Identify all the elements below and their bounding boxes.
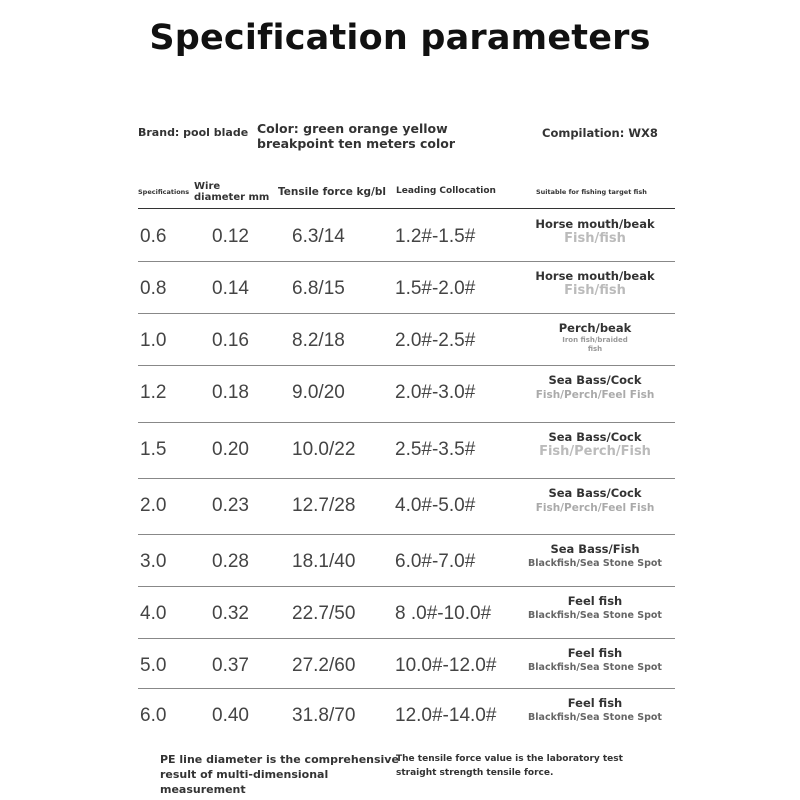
target-fish-cell xyxy=(510,646,680,675)
target-fish-cell xyxy=(510,542,680,571)
header-tensile-force: Tensile force kg/bl xyxy=(278,186,386,198)
target-fish-sub: Blackfish/Sea Stone Spot xyxy=(528,610,662,621)
compilation-label: Compilation: WX8 xyxy=(542,126,658,140)
tensile-cell: 18.1/40 xyxy=(292,551,356,572)
row-divider xyxy=(138,365,675,366)
target-fish-main: Feel fish xyxy=(567,696,623,710)
target-fish-cell xyxy=(510,321,680,354)
tensile-cell: 22.7/50 xyxy=(292,603,356,624)
color-label: Color: green orange yellow breakpoint ten meters color xyxy=(257,121,456,151)
spec-cell: 6.0 xyxy=(140,705,167,726)
row-divider xyxy=(138,638,675,639)
leading-cell: 8 .0#-10.0# xyxy=(395,603,492,624)
spec-cell: 1.5 xyxy=(140,439,167,460)
table-row xyxy=(0,315,800,367)
table-row xyxy=(0,690,800,742)
diameter-cell: 0.14 xyxy=(212,278,249,299)
tensile-cell: 6.8/15 xyxy=(292,278,345,299)
target-fish-main: Sea Bass/Cock xyxy=(548,373,642,387)
target-fish-cell xyxy=(510,269,680,298)
diameter-cell: 0.18 xyxy=(212,382,249,403)
leading-cell: 2.5#-3.5# xyxy=(395,439,476,460)
target-fish-sub: Fish/Perch/Feel Fish xyxy=(535,502,655,514)
spec-cell: 1.0 xyxy=(140,330,167,351)
row-divider xyxy=(138,313,675,314)
row-divider xyxy=(138,534,675,535)
leading-cell: 10.0#-12.0# xyxy=(395,655,497,676)
spec-cell: 4.0 xyxy=(140,603,167,624)
target-fish-main: Sea Bass/Fish xyxy=(550,542,640,556)
target-fish-sub: Iron fish/braided fish xyxy=(562,336,628,353)
target-fish-main: Sea Bass/Cock xyxy=(548,486,642,500)
diameter-cell: 0.20 xyxy=(212,439,249,460)
table-row xyxy=(0,263,800,315)
spec-cell: 5.0 xyxy=(140,655,167,676)
row-divider xyxy=(138,688,675,689)
header-divider xyxy=(138,208,675,209)
tensile-cell: 27.2/60 xyxy=(292,655,356,676)
target-fish-sub: Blackfish/Sea Stone Spot xyxy=(528,712,662,723)
leading-cell: 2.0#-3.0# xyxy=(395,382,476,403)
diameter-cell: 0.37 xyxy=(212,655,249,676)
diameter-cell: 0.28 xyxy=(212,551,249,572)
leading-cell: 1.5#-2.0# xyxy=(395,278,476,299)
tensile-cell: 8.2/18 xyxy=(292,330,345,351)
table-row xyxy=(0,640,800,692)
header-target-fish: Suitable for fishing target fish xyxy=(536,188,647,196)
target-fish-sub: Fish/Perch/Fish xyxy=(539,444,651,459)
tensile-cell: 9.0/20 xyxy=(292,382,345,403)
spec-cell: 0.8 xyxy=(140,278,167,299)
spec-cell: 1.2 xyxy=(140,382,167,403)
leading-cell: 4.0#-5.0# xyxy=(395,495,476,516)
target-fish-sub: Fish/fish xyxy=(564,283,626,298)
target-fish-cell xyxy=(510,430,680,459)
target-fish-cell xyxy=(510,696,680,725)
page-title: Specification parameters xyxy=(149,18,651,58)
leading-cell: 12.0#-14.0# xyxy=(395,705,497,726)
target-fish-main: Feel fish xyxy=(567,646,623,660)
brand-label: Brand: pool blade xyxy=(138,126,249,139)
target-fish-cell xyxy=(510,486,680,515)
spec-cell: 0.6 xyxy=(140,226,167,247)
target-fish-sub: Blackfish/Sea Stone Spot xyxy=(528,662,662,673)
row-divider xyxy=(138,478,675,479)
header-leading-collocation: Leading Collocation xyxy=(396,186,496,196)
target-fish-main: Feel fish xyxy=(567,594,623,608)
leading-cell: 2.0#-2.5# xyxy=(395,330,476,351)
target-fish-main: Perch/beak xyxy=(558,321,632,335)
target-fish-cell xyxy=(510,217,680,246)
row-divider xyxy=(138,422,675,423)
target-fish-sub: Blackfish/Sea Stone Spot xyxy=(528,558,662,569)
spec-cell: 3.0 xyxy=(140,551,167,572)
diameter-cell: 0.40 xyxy=(212,705,249,726)
table-row xyxy=(0,480,800,532)
row-divider xyxy=(138,261,675,262)
header-specifications: Specifications xyxy=(138,188,190,196)
table-row xyxy=(0,588,800,640)
target-fish-cell xyxy=(510,594,680,623)
diameter-cell: 0.32 xyxy=(212,603,249,624)
diameter-cell: 0.16 xyxy=(212,330,249,351)
table-row xyxy=(0,424,800,476)
tensile-cell: 6.3/14 xyxy=(292,226,345,247)
target-fish-cell xyxy=(510,373,680,402)
leading-cell: 6.0#-7.0# xyxy=(395,551,476,572)
target-fish-sub: Fish/fish xyxy=(564,231,626,246)
target-fish-main: Horse mouth/beak xyxy=(535,217,655,231)
target-fish-main: Horse mouth/beak xyxy=(535,269,655,283)
row-divider xyxy=(138,586,675,587)
tensile-cell: 10.0/22 xyxy=(292,439,356,460)
table-row xyxy=(0,211,800,263)
diameter-cell: 0.12 xyxy=(212,226,249,247)
header-wire-diameter: Wire diameter mm xyxy=(194,181,270,203)
tensile-cell: 12.7/28 xyxy=(292,495,356,516)
target-fish-main: Sea Bass/Cock xyxy=(548,430,642,444)
table-row xyxy=(0,367,800,419)
tensile-cell: 31.8/70 xyxy=(292,705,356,726)
footer-note-tensile: The tensile force value is the laboratory test straight strength tensile force. xyxy=(396,754,623,778)
footer-note-diameter: PE line diameter is the comprehensive result of multi-dimensional measurement xyxy=(160,753,399,796)
spec-cell: 2.0 xyxy=(140,495,167,516)
leading-cell: 1.2#-1.5# xyxy=(395,226,476,247)
diameter-cell: 0.23 xyxy=(212,495,249,516)
table-row xyxy=(0,536,800,588)
target-fish-sub: Fish/Perch/Feel Fish xyxy=(535,389,655,401)
